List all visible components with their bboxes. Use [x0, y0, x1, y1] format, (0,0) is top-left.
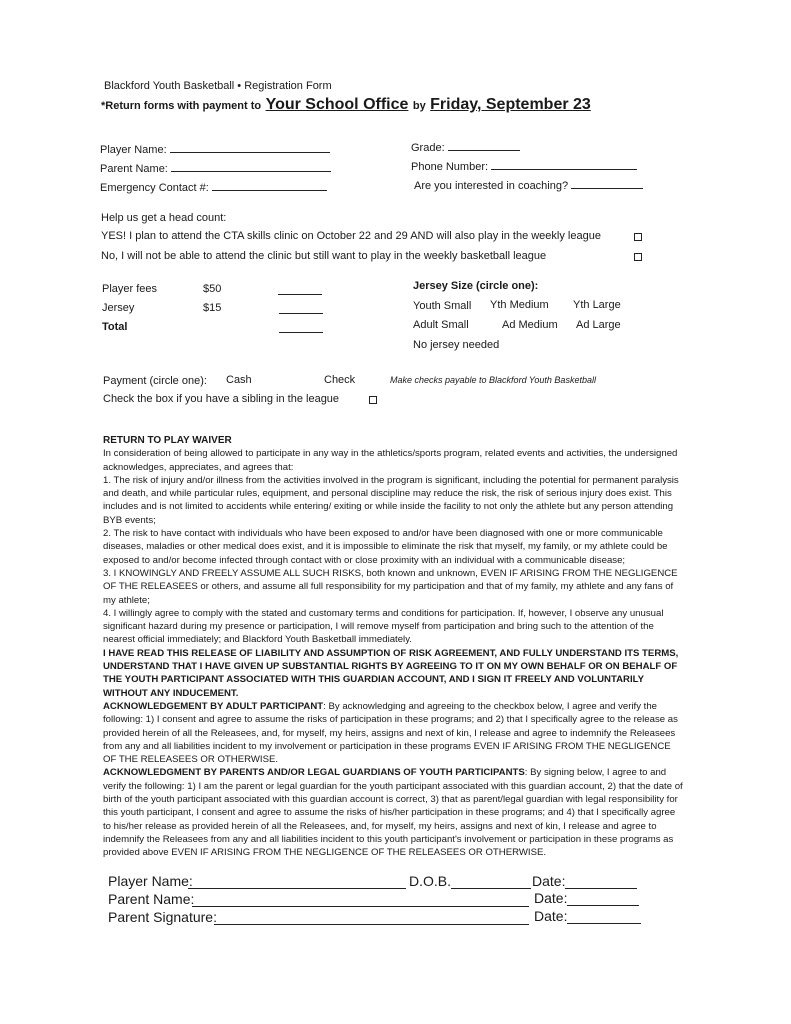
return-prefix: *Return forms with payment to — [101, 100, 262, 112]
jersey-youth-small[interactable]: Youth Small — [413, 300, 472, 312]
sig-parent-signature-line[interactable] — [214, 910, 529, 925]
return-by: by — [412, 100, 426, 112]
player-fees-label: Player fees — [102, 283, 158, 295]
headcount-no-checkbox[interactable] — [634, 253, 642, 261]
parent-name-line[interactable] — [171, 159, 331, 172]
sig-dob-label: D.O.B. — [409, 873, 452, 889]
jersey-yth-medium[interactable]: Yth Medium — [490, 299, 549, 311]
sig-player-name-line[interactable] — [188, 874, 406, 889]
headcount-title: Help us get a head count: — [101, 212, 227, 224]
coaching-field[interactable] — [414, 176, 643, 192]
return-place: Your School Office — [265, 96, 409, 113]
total-label: Total — [102, 321, 128, 333]
emergency-contact-field[interactable] — [100, 178, 327, 194]
jersey-none[interactable]: No jersey needed — [413, 339, 500, 351]
coaching-label: Are you interested in coaching? — [414, 180, 569, 192]
player-name-label: Player Name: — [100, 144, 167, 156]
payment-cash[interactable]: Cash — [226, 374, 252, 386]
jersey-size-title: Jersey Size (circle one): — [413, 280, 539, 292]
jersey-fee-line[interactable] — [279, 302, 323, 314]
jersey-ad-medium[interactable]: Ad Medium — [502, 319, 558, 331]
jersey-ad-large[interactable]: Ad Large — [576, 319, 621, 331]
waiver-adult-ack — [103, 700, 683, 766]
check-payable-note: Make checks payable to Blackford Youth Basketball — [390, 375, 596, 385]
return-date: Friday, September 23 — [430, 96, 591, 113]
waiver-item-4: 4. I willingly agree to comply with the stated and customary terms and conditions for participation. If, however, I observe any unusual significant hazard during my presence or participation, I will remove myself from participation and bring such to the attention of the nearest official immediately; and Blackford Youth Basketball immediately. — [103, 607, 664, 646]
sibling-checkbox[interactable] — [369, 396, 377, 404]
sig-parent-name-label: Parent Name: — [108, 891, 195, 907]
jersey-yth-large[interactable]: Yth Large — [573, 299, 621, 311]
player-name-field[interactable] — [100, 140, 330, 156]
sibling-text: Check the box if you have a sibling in the league — [103, 393, 340, 405]
return-instructions — [101, 96, 591, 114]
jersey-fee-amount: $15 — [203, 302, 222, 314]
phone-label: Phone Number: — [411, 161, 489, 173]
sig-parent-name-line[interactable] — [192, 892, 529, 907]
waiver-have-read: I HAVE READ THIS RELEASE OF LIABILITY AND ASSUMPTION OF RISK AGREEMENT, AND FULLY UNDERSTAND ITS TERMS, UNDERSTAND THAT I HAVE GIVEN UP SUBSTANTIAL RIGHTS BY AGREEING TO IT ON MY OWN BEHALF OR ON BEHALF OF THE YOUTH PARTICIPANT ASSOCIATED WITH THIS GUARDIAN ACCOUNT, AND I SIGN IT FREELY AND VOLUNTARILY WITHOUT ANY INDUCEMENT. — [103, 647, 679, 699]
waiver-parent-ack — [103, 766, 683, 859]
phone-field[interactable] — [411, 157, 637, 173]
sig-date-line-2[interactable] — [567, 891, 639, 906]
player-fees-line[interactable] — [278, 283, 322, 295]
headcount-no-text: No, I will not be able to attend the clinic but still want to play in the weekly basketball league — [101, 250, 547, 262]
payment-label: Payment (circle one): — [103, 375, 207, 387]
grade-field[interactable] — [411, 138, 520, 154]
sig-date-line-1[interactable] — [565, 874, 637, 889]
headcount-yes-checkbox[interactable] — [634, 233, 642, 241]
coaching-line[interactable] — [571, 176, 643, 189]
sig-parent-signature-label: Parent Signature: — [108, 909, 217, 925]
sig-date-label-2: Date: — [534, 890, 568, 906]
waiver-title: RETURN TO PLAY WAIVER — [103, 435, 232, 446]
form-title: Blackford Youth Basketball • Registration Form — [104, 80, 332, 92]
adult-ack-heading: ACKNOWLEDGEMENT BY ADULT PARTICIPANT — [103, 700, 324, 712]
parent-name-field[interactable] — [100, 159, 331, 175]
sig-dob-line[interactable] — [451, 874, 531, 889]
parent-ack-heading: ACKNOWLEDGMENT BY PARENTS AND/OR LEGAL GUARDIANS OF YOUTH PARTICIPANTS — [103, 767, 525, 779]
payment-check[interactable]: Check — [324, 374, 356, 386]
waiver-intro: In consideration of being allowed to participate in any way in the athletics/sports program, related events and activities, the undersigned acknowledges, appreciates, and agrees that: — [103, 448, 678, 473]
parent-name-label: Parent Name: — [100, 163, 168, 175]
sig-player-name-label: Player Name: — [108, 873, 193, 889]
waiver-item-2: 2. The risk to have contact with individuals who have been exposed to and/or have been diagnosed with one or more communicable diseases, maladies or other medical does exist, and it is impossible to eliminate the risk that myself, my family, or my athlete could be exposed to and/or become infected through contact with or close proximity with an individual with a communicable disease; — [103, 528, 668, 566]
waiver-item-3: 3. I KNOWINGLY AND FREELY ASSUME ALL SUCH RISKS, both known and unknown, EVEN IF ARISING FROM THE NEGLIGENCE OF THE RELEASEES or others, and assume all full responsibility for my participation and that of my family, my athlete and any fans of my athlete; — [103, 567, 678, 606]
waiver-item-1: 1. The risk of injury and/or illness from the activities involved in the program is significant, including the potential for permanent paralysis and death, and while particular rules, equipment, and personal discipline may reduce the risk, the risk of serious injury does exist. This includes and is not limited to accidents while entering/ exiting or while inside the facility to not only the athlete but any person attending BYB events; — [103, 474, 679, 526]
headcount-yes-text: YES! I plan to attend the CTA skills clinic on October 22 and 29 AND will also play in the weekly league — [101, 230, 601, 242]
sig-date-label-1: Date: — [532, 873, 566, 889]
total-line[interactable] — [279, 321, 323, 333]
parent-ack-text: : By signing below, I agree to and verify the following: 1) I am the parent or legal guardian for the youth participant associated with this guardian account, 2) that the date of birth of the youth participant associated with this guardian account is correct, 3) that as parent/legal guardian with legal responsibility for this youth participant, I consent and agree to assume the risks of his/her participation in these programs; and 4) that I specifically agree to his/her release as provided herein of all the Releasees, and, for myself, my heirs, assigns and next of kin, I release and agree to indemnify the Releasees from any and all liabilities incident to this youth participant's involvement or participation in these programs as provided above EVEN IF ARISING FROM THE NEGLIGENCE OF THE RELEASEES OR OTHERWISE. — [103, 767, 683, 859]
jersey-adult-small[interactable]: Adult Small — [413, 319, 469, 331]
sig-date-line-3[interactable] — [567, 909, 641, 924]
adult-ack-text: : By acknowledging and agreeing to the checkbox below, I agree and verify the following: 1) I consent and agree to assume the risks of participation in these programs; and 2) that I specifically agree to the release as provided herein of all the Releasees, and, for myself, my heirs, assigns and next of kin, I release and agree to indemnify the Releasees from any and all liabilities incident to my involvement or participation in these programs EVEN IF ARISING FROM THE NEGLIGENCE OF THE RELEASEES OR OTHERWISE. — [103, 700, 678, 766]
emergency-contact-line[interactable] — [212, 178, 327, 191]
sig-date-label-3: Date: — [534, 908, 568, 924]
grade-line[interactable] — [448, 138, 520, 151]
jersey-fee-label: Jersey — [102, 302, 135, 314]
player-name-line[interactable] — [170, 140, 330, 153]
waiver-section — [103, 434, 683, 860]
grade-label: Grade: — [411, 142, 445, 154]
phone-line[interactable] — [491, 157, 637, 170]
emergency-contact-label: Emergency Contact #: — [100, 182, 209, 194]
player-fees-amount: $50 — [203, 283, 222, 295]
